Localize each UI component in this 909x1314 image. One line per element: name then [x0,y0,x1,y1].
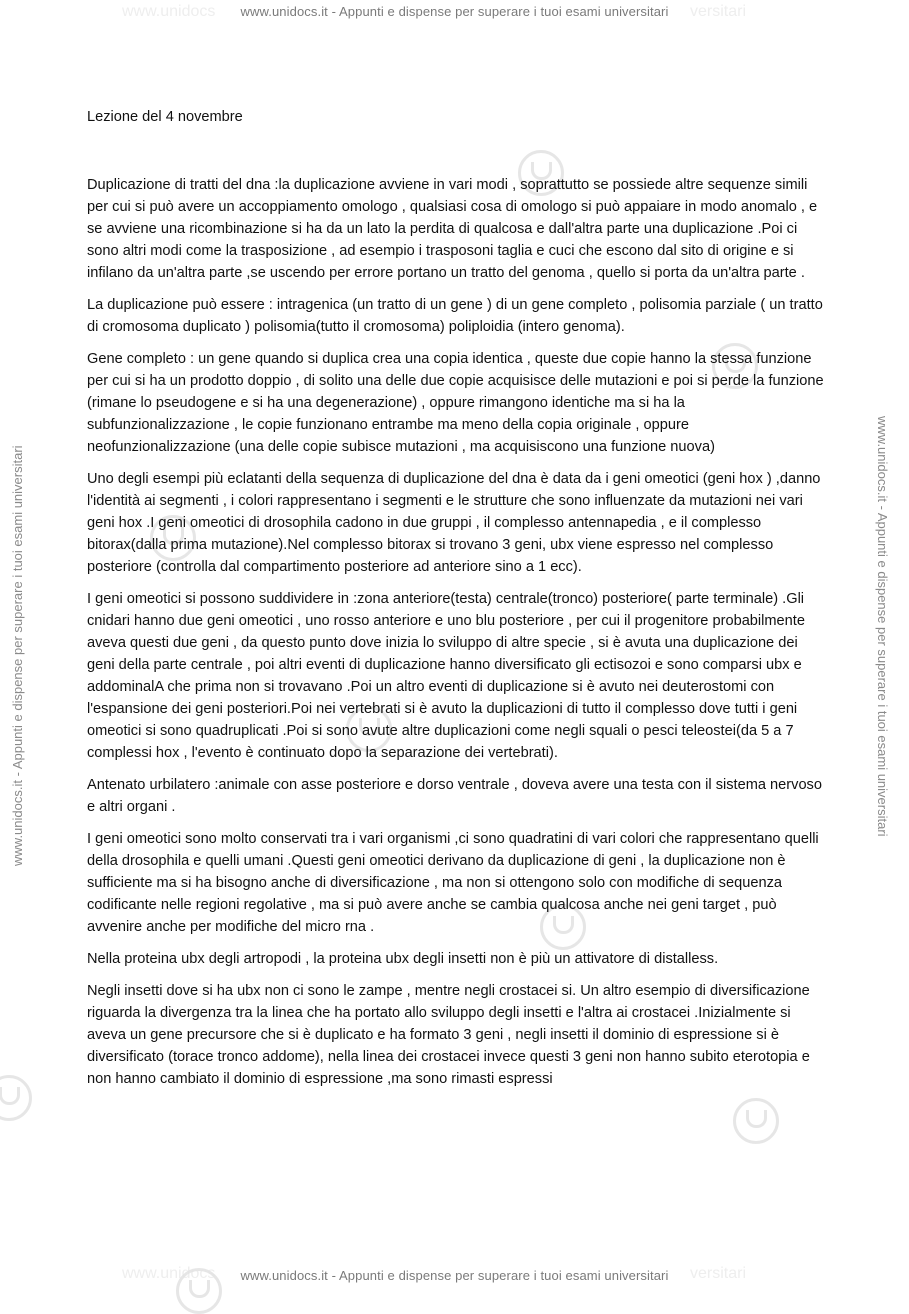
paragraph: Nella proteina ubx degli artropodi , la proteina ubx degli insetti non è più un attivatore di distalless. [87,951,719,967]
paragraph: Uno degli esempi più eclatanti della sequenza di duplicazione del dna è data da i geni omeotici (geni hox ) ,danno l'identità ai segmenti , i colori rappresentano i segmenti e le strutture che sono influenzate da mutazioni nei vari geni hox .I geni omeotici di drosophila cadono in due gruppi , il complesso antennapedia , e il complesso bitorax(dalla prima mutazione).Nel complesso bitorax si trovano 3 geni, ubx viene espresso nel complesso posteriore (controlla dal compartimento posteriore ad anteriore sino a 1 ecc). [87,471,821,575]
lesson-title: Lezione del 4 novembre [87,109,243,125]
header-watermark: www.unidocs.it - Appunti e dispense per superare i tuoi esami universitari [240,4,669,19]
paragraph: Antenato urbilatero :animale con asse posteriore e dorso ventrale , doveva avere una testa con il sistema nervoso e altri organi . [87,777,822,815]
paragraph: Duplicazione di tratti del dna :la duplicazione avviene in vari modi , soprattutto se possiede altre sequenze simili per cui si può avere un accoppiamento omologo , qualsiasi cosa di omologo si può appaiare in modo anomalo , e se avviene una ricombinazione si ha da un lato la perdita di qualcosa e dall'altra parte una duplicazione .Poi ci sono altri modi come la trasposizione , ad esempio i trasposoni taglia e cuci che escono dal sito di origine e si infilano da un'altra parte ,se uscendo per errore portano un tratto del genoma , quello si porta da un'altra parte . [87,177,818,281]
paragraph: Negli insetti dove si ha ubx non ci sono le zampe , mentre negli crostacei si. Un altro esempio di diversificazione riguarda la divergenza tra la linea che ha portato allo sviluppo degli insetti e l'altra ai crostacei .Inizialmente si aveva un gene precursore che si è duplicato e ha formato 3 geni , negli insetti il dominio di espressione si è diversificato (torace tronco addome), nella linea dei crostacei invece questi 3 geni non hanno subito eterotopia e non hanno cambiato il dominio di espressione ,ma sono rimasti espressi [87,983,810,1087]
paragraph: La duplicazione può essere : intragenica (un tratto di un gene ) di un gene completo , polisomia parziale ( un tratto di cromosoma duplicato ) polisomia(tutto il cromosoma) poliploidia (intero genoma). [87,297,823,335]
paragraph: I geni omeotici sono molto conservati tra i vari organismi ,ci sono quadratini di vari colori che rappresentano quelli della drosophila e quelli umani .Questi geni omeotici derivano da duplicazione di geni , la duplicazione non è sufficiente ma si ha bisogno anche di diversificazione , ma non si ottengono solo con modifiche di sequenza codificante nelle regioni regolative , ma si può avere anche se cambia qualcosa anche nei geni target , può avvenire anche per modifiche del micro rna . [87,831,819,935]
footer-watermark: www.unidocs.it - Appunti e dispense per superare i tuoi esami universitari [240,1268,669,1283]
unidocs-logo-icon [0,1075,32,1121]
unidocs-logo-icon [733,1098,779,1144]
paragraph: Gene completo : un gene quando si duplica crea una copia identica , queste due copie hanno la stessa funzione per cui si ha un prodotto doppio , di solito una delle due copie acquisisce delle mutazioni e poi si perde la funzione (rimane lo pseudogene e si ha una degenerazione) , oppure rimangono identiche ma si ha la subfunzionalizzazione , le copie funzionano entrambe ma meno della copia originale , oppure neofunzionalizzazione (una delle copie subisce mutazioni , ma acquisiscono una funzione nuova) [87,351,824,455]
faint-watermark-right: versitari [690,3,747,20]
side-watermark-left: www.unidocs.it - Appunti e dispense per superare i tuoi esami universitari [10,445,25,866]
faint-watermark-bottom-right: versitari [690,1265,747,1282]
side-watermark-right: www.unidocs.it - Appunti e dispense per superare i tuoi esami universitari [875,416,890,837]
document-body [87,106,827,1100]
faint-watermark-bottom-left: www.unidocs [122,1265,216,1282]
paragraph: I geni omeotici si possono suddividere in :zona anteriore(testa) centrale(tronco) posteriore( parte terminale) .Gli cnidari hanno due geni omeotici , uno rosso anteriore e uno blu posteriore , per cui il progenitore probabilmente aveva questi due geni , da questo punto dove inizia lo sviluppo di altre specie , si è avuta una duplicazione dei geni della parte centrale , poi altri eventi di duplicazione hanno diversificato gli ectisozoi e sono comparsi ubx e addominalA che prima non si trovavano .Poi un altro eventi di duplicazione si è avuto nei deuterostomi con l'espansione dei geni posteriori.Poi nei vertebrati si è avuto la duplicazioni di tutto il complesso dove tutti i geni omeotici si sono quadruplicati .Poi si sono avute altre duplicazioni come negli squali o pesci teleostei(da 5 a 7 complessi hox , l'evento è continuato dopo la separazione dei vertebrati). [87,591,805,761]
faint-watermark-left: www.unidocs [122,3,216,20]
